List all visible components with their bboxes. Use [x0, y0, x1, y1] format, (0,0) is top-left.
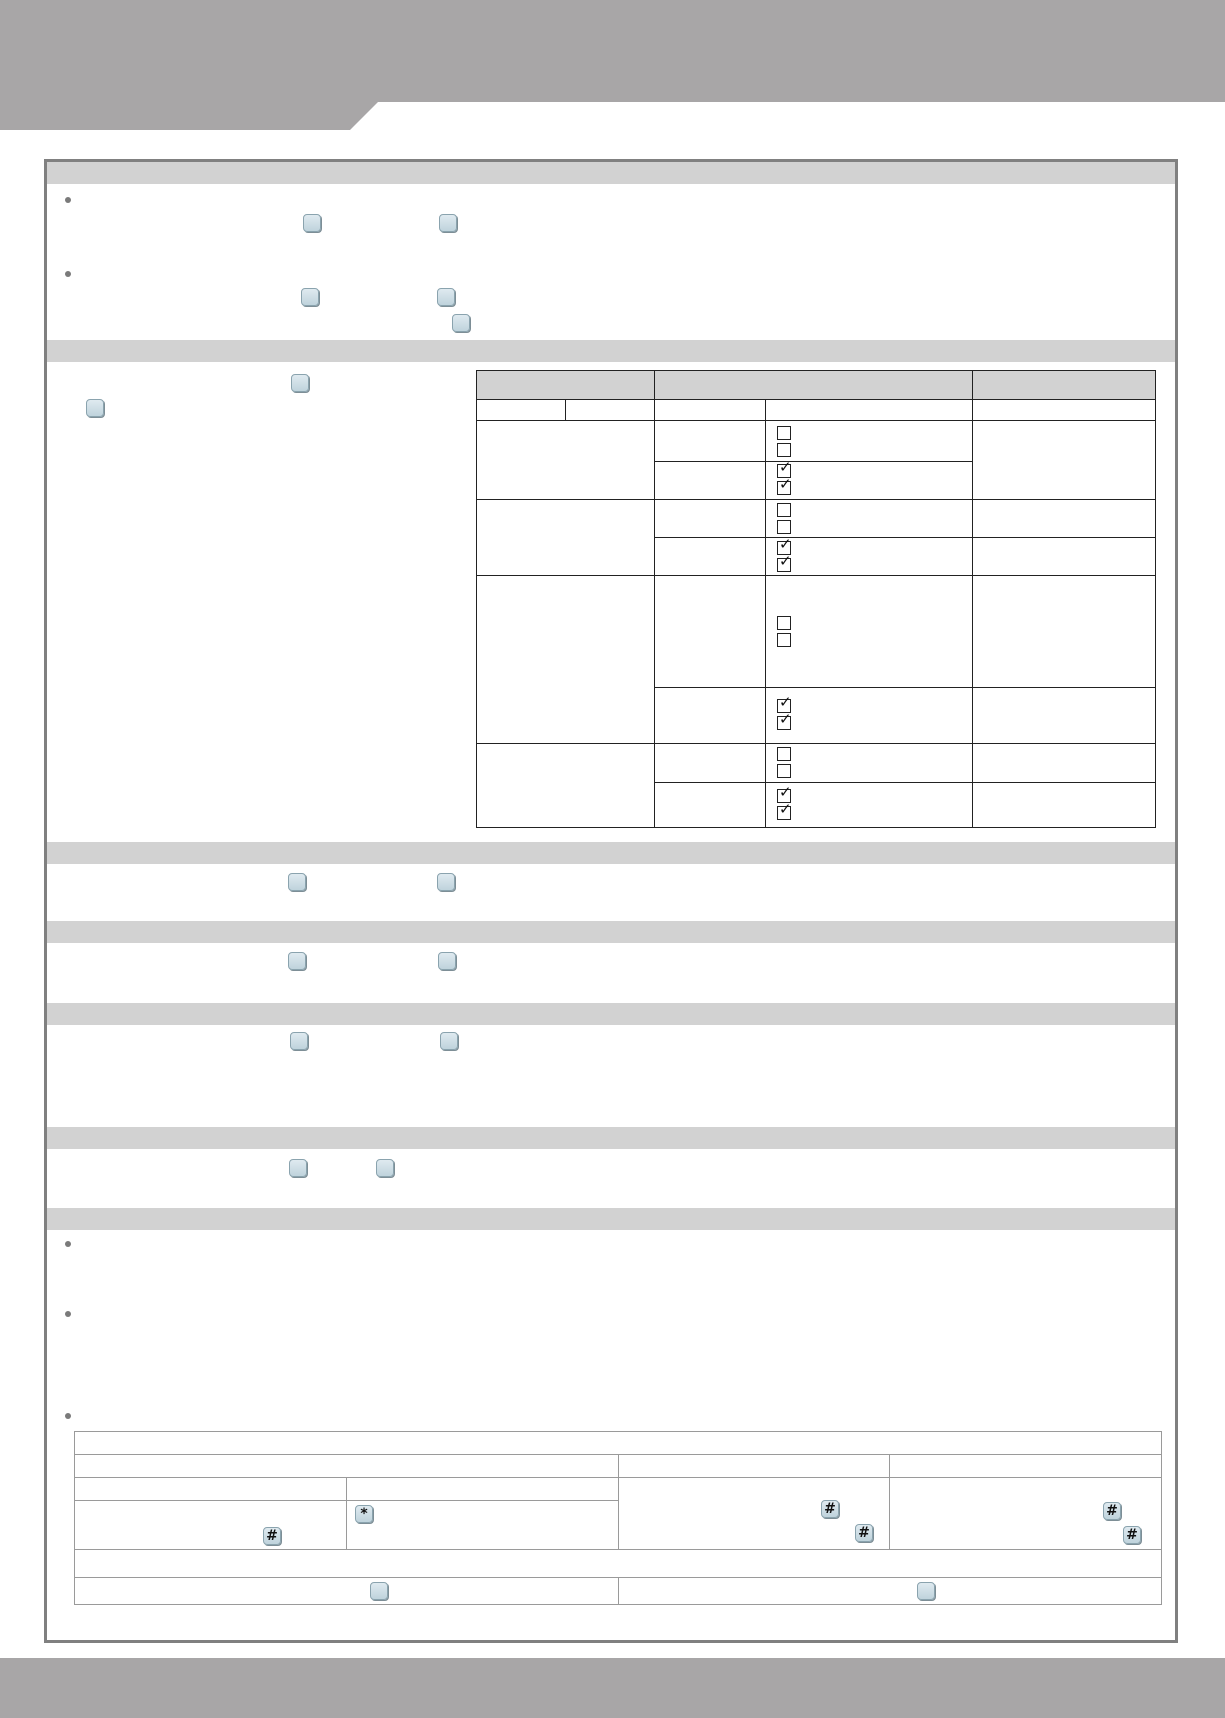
header-banner: [0, 0, 1225, 130]
footer-band: [0, 1658, 1225, 1718]
checkbox-unchecked-icon: [777, 520, 791, 534]
table-row: [74, 1431, 1162, 1455]
table-cell: [654, 537, 766, 576]
table-cell: [765, 499, 973, 538]
keypad-key-icon: [438, 952, 456, 970]
table-cell: [765, 687, 973, 744]
section-header-2: [47, 340, 1175, 362]
table-cell: [476, 743, 655, 828]
hash-key-icon: #: [821, 1500, 839, 1518]
table-header-cell: [476, 370, 655, 400]
table-cell: [654, 420, 766, 462]
table-subheader-cell: [476, 399, 566, 421]
check-mark: ✓: [779, 800, 792, 818]
keypad-key-icon: [437, 873, 455, 891]
table-cell: [972, 687, 1156, 744]
checkbox-unchecked-icon: [777, 426, 791, 440]
check-mark: ✓: [779, 552, 792, 570]
table-header-cell: [654, 370, 973, 400]
section-header-7: [47, 1208, 1175, 1230]
table-cell: [346, 1500, 619, 1550]
check-mark: ✓: [779, 783, 792, 801]
table-cell: [74, 1500, 347, 1550]
keypad-key-icon: [440, 1032, 458, 1050]
checkbox-unchecked-icon: [777, 443, 791, 457]
star-key-icon: *: [355, 1505, 373, 1523]
table-cell: [618, 1477, 890, 1550]
keypad-key-icon: [289, 1159, 307, 1177]
table-subheader-cell: [654, 399, 766, 421]
keypad-key-icon: [301, 288, 319, 306]
table-cell: [346, 1477, 619, 1501]
section-header-3: [47, 842, 1175, 864]
table-cell: [765, 537, 973, 576]
keypad-key-icon: [917, 1582, 935, 1600]
bullet: [65, 271, 71, 277]
section-header-6: [47, 1127, 1175, 1149]
table-cell: [972, 575, 1156, 688]
bullet: [65, 1311, 71, 1317]
table-cell: [654, 743, 766, 783]
hash-key-icon: #: [855, 1524, 873, 1542]
keypad-key-icon: [290, 1032, 308, 1050]
checkbox-checked-icon: [777, 800, 792, 820]
keypad-key-icon: [86, 399, 104, 417]
table-cell: [972, 420, 1156, 500]
table-cell: [765, 420, 973, 462]
check-mark: ✓: [779, 535, 792, 553]
table-cell: [765, 575, 973, 688]
keypad-key-icon: [303, 214, 321, 232]
table-cell: [765, 743, 973, 783]
section-header-5: [47, 1003, 1175, 1025]
checkbox-unchecked-icon: [777, 747, 791, 761]
checkbox-unchecked-icon: [777, 764, 791, 778]
keypad-key-icon: [376, 1159, 394, 1177]
table-subheader-cell: [565, 399, 655, 421]
table-cell: [765, 458, 973, 500]
table-cell: [654, 575, 766, 688]
table-cell: [972, 782, 1156, 828]
table-cell: [74, 1477, 347, 1501]
table-cell: [654, 461, 766, 500]
table-cell: [618, 1454, 890, 1478]
keypad-key-icon: [439, 214, 457, 232]
table-cell: [654, 687, 766, 744]
hash-key-icon: #: [263, 1527, 281, 1545]
bullet: [65, 1413, 71, 1419]
table-cell: [972, 743, 1156, 783]
check-mark: ✓: [779, 710, 792, 728]
checkbox-unchecked-icon: [777, 633, 791, 647]
table-cell: [889, 1454, 1162, 1478]
table-cell: [476, 575, 655, 744]
check-mark: ✓: [779, 475, 792, 493]
hash-key-icon: #: [1103, 1502, 1121, 1520]
table-header-cell: [972, 370, 1156, 400]
table-cell: [654, 782, 766, 828]
bullet: [65, 1241, 71, 1247]
table-cell: [972, 537, 1156, 576]
table-subheader-cell: [765, 399, 973, 421]
keypad-key-icon: [291, 374, 309, 392]
check-mark: ✓: [779, 458, 792, 476]
keypad-key-icon: [288, 952, 306, 970]
checkbox-checked-icon: [777, 475, 792, 495]
hash-key-icon: #: [1123, 1526, 1141, 1544]
table-cell: [74, 1454, 619, 1478]
checkbox-unchecked-icon: [777, 503, 791, 517]
keypad-key-icon: [288, 873, 306, 891]
table-row: [74, 1549, 1162, 1578]
table-cell: [74, 1577, 619, 1605]
bullet: [65, 197, 71, 203]
keypad-key-icon: [452, 314, 470, 332]
table-cell: [972, 499, 1156, 538]
keypad-key-icon: [370, 1582, 388, 1600]
section-header-4: [47, 921, 1175, 943]
keypad-key-icon: [437, 288, 455, 306]
table-subheader-cell: [972, 399, 1156, 421]
table-cell: [618, 1577, 1162, 1605]
table-cell: [765, 782, 973, 828]
table-cell: [476, 499, 655, 576]
checkbox-checked-icon: [777, 710, 792, 730]
table-cell: [476, 420, 655, 500]
table-cell: [889, 1477, 1162, 1550]
section-header-1: [47, 162, 1175, 184]
check-mark: ✓: [779, 693, 792, 711]
table-cell: [654, 499, 766, 538]
checkbox-checked-icon: [777, 552, 792, 572]
checkbox-unchecked-icon: [777, 616, 791, 630]
